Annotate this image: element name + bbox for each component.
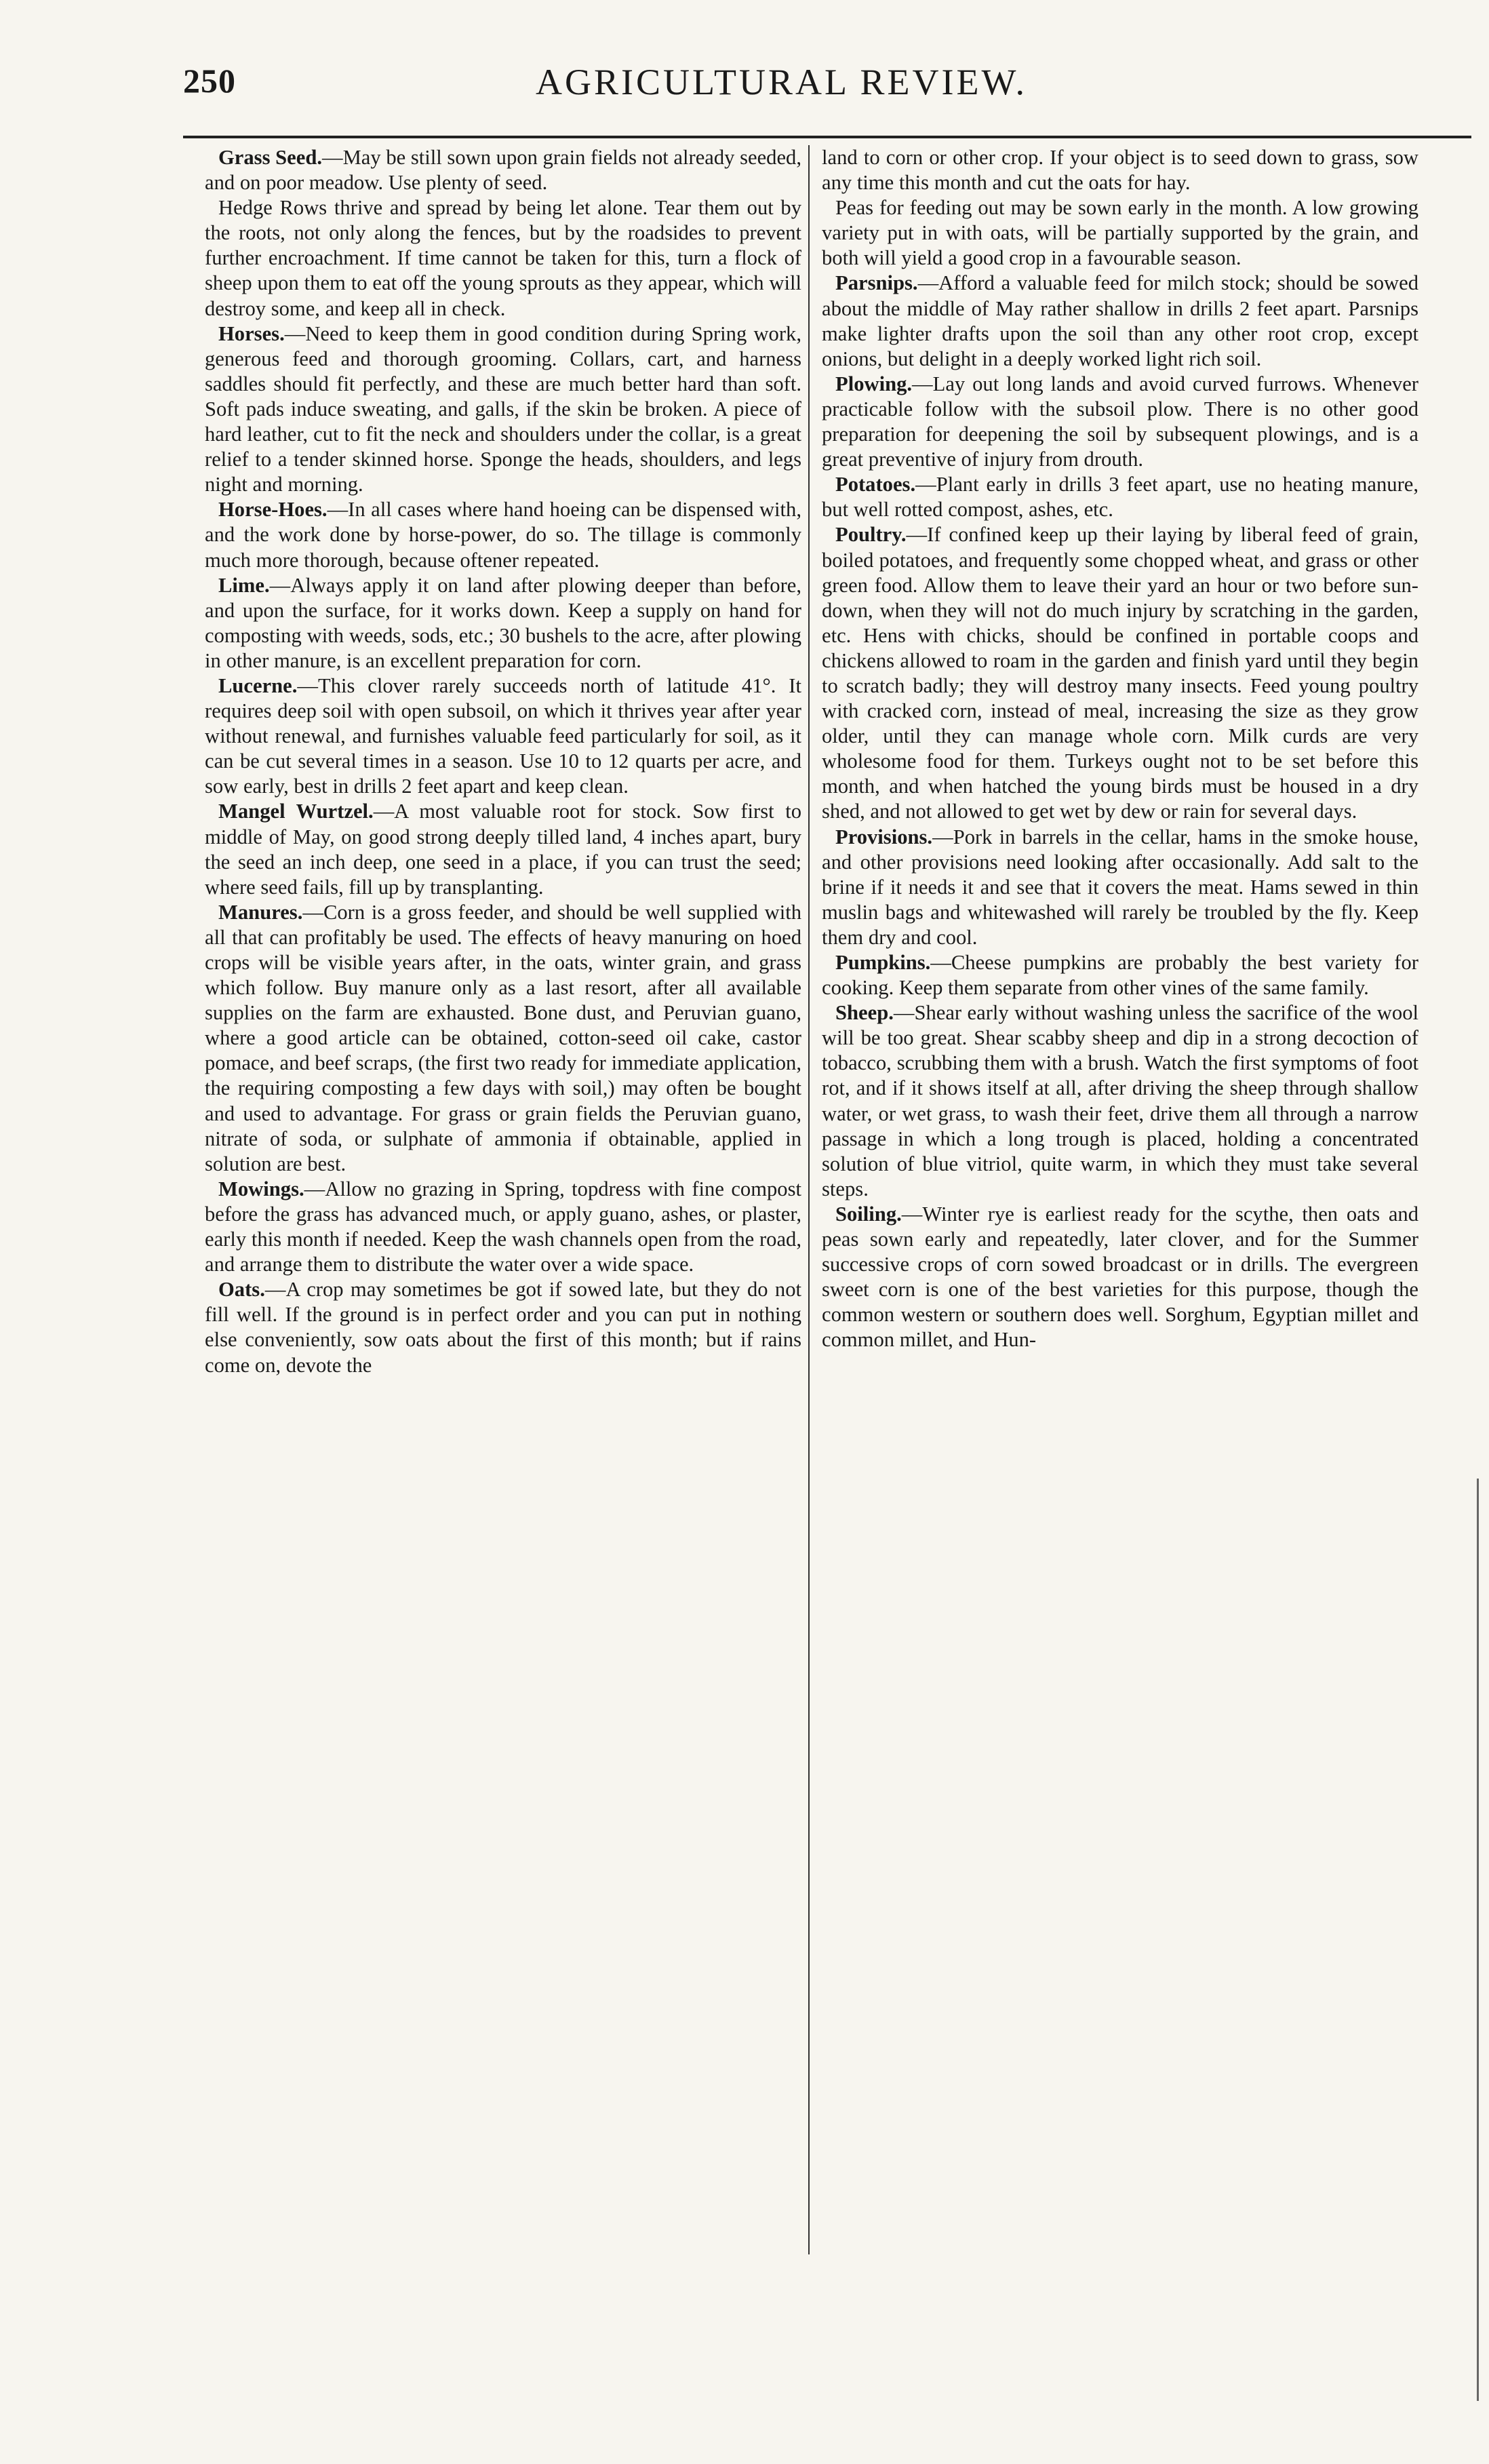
paragraph [822, 472, 1418, 522]
paragraph-body: —Winter rye is earliest ready for the scythe, then oats and peas sown early and repeatedly, later clover, and for the Summer successive crops of corn sowed broadcast or in drills. The evergreen sweet corn is one of the best varieties for this purpose, though the common western or southern does well. Sorghum, Egyptian millet and common millet, and Hun- [822, 1202, 1418, 1352]
page-number: 250 [183, 62, 236, 100]
paragraph-body: —A crop may sometimes be got if sowed late, but they do not fill well. If the ground is in perfect order and you can put in nothing else conveniently, sow oats about the first of this month; but if rains come on, devote the [205, 1278, 801, 1377]
paragraph-body: Peas for feeding out may be sown early in the month. A low growing variety put in with oats, will be partially supported by the grain, and both will yield a good crop in a favourable season. [822, 196, 1418, 270]
paragraph-heading: Manures. [218, 900, 303, 924]
paragraph [205, 1277, 801, 1377]
paragraph-heading: Provisions. [835, 825, 933, 848]
paragraph-heading: Sheep. [835, 1001, 894, 1025]
paragraph-body: —Corn is a gross feeder, and should be well supplied with all that can profitably be used. The effects of heavy manuring on hoed crops will be visible years after, in the oats, winter grain, and grass which follow. Buy manure only as a last resort, after all available supplies on the farm are exhausted. Bone dust, and Peruvian guano, where a good article can be obtained, cotton-seed oil cake, castor pomace, and beef scraps, (the first two ready for immediate application, the requiring composting a few days with soil,) may often be bought and used to advantage. For grass or grain fields the Peruvian guano, nitrate of soda, or sulphate of ammonia if obtainable, applied in solution are best. [205, 900, 801, 1175]
paragraph-body: —Afford a valuable feed for milch stock; should be sowed about the middle of May rather shallow in drills 2 feet apart. Parsnips make lighter drafts upon the soil than any other root crop, except onions, but delight in a deeply worked light rich soil. [822, 271, 1418, 370]
paragraph-body: land to corn or other crop. If your object is to seed down to grass, sow any time this month and cut the oats for hay. [822, 146, 1418, 195]
paragraph-body: —May be still sown upon grain fields not already seeded, and on poor meadow. Use plenty of seed. [205, 146, 801, 195]
paragraph [822, 195, 1418, 271]
paragraph-body: Hedge Rows thrive and spread by being let alone. Tear them out by the roots, not only along the fences, but by the roadsides to prevent further encroachment. If time cannot be taken for this, turn a flock of sheep upon them to eat off the young sprouts as they appear, which will destroy some, and keep all in check. [205, 196, 801, 320]
paragraph [822, 372, 1418, 472]
paragraph-heading: Horse-Hoes. [218, 498, 327, 522]
paragraph-body: —Shear early without washing unless the sacrifice of the wool will be too great. Shear scabby sheep and dip in a strong decoction of tobacco, scrubbing them with a brush. Watch the first symptoms of foot rot, and if it shows itself at all, after driving the sheep through shallow water, or wet grass, to wash their feet, drive them all through a narrow passage in which a long trough is placed, holding a concentrated solution of blue vitriol, quite warm, in which they must take several steps. [822, 1001, 1418, 1200]
paragraph-heading: Horses. [218, 321, 285, 345]
paragraph [205, 145, 801, 195]
paragraph-body: —Always apply it on land after plowing deeper than before, and upon the surface, for it works down. Keep a supply on hand for composting with weeds, sods, etc.; 30 bushels to the acre, after plowing in other manure, is an excellent preparation for corn. [205, 573, 801, 672]
paragraph-body: —Plant early in drills 3 feet apart, use no heating manure, but well rotted compost, ashes, etc. [822, 473, 1418, 522]
paragraph [205, 195, 801, 321]
margin-mark [1477, 1479, 1479, 2401]
paragraph-heading: Lime. [218, 573, 270, 597]
paragraph [822, 1000, 1418, 1202]
paragraph-body: —Cheese pumpkins are probably the best variety for cooking. Keep them separate from other vines of the same family. [822, 951, 1418, 1000]
paragraph [205, 673, 801, 799]
paragraph-heading: Mangel Wurtzel. [218, 800, 374, 823]
paragraph [205, 900, 801, 1177]
paragraph [205, 321, 801, 498]
paragraph [822, 271, 1418, 371]
paragraph-heading: Parsnips. [835, 271, 918, 295]
left-column [205, 145, 801, 1378]
page-header [183, 61, 1465, 115]
paragraph-heading: Pumpkins. [835, 951, 931, 974]
paragraph [822, 825, 1418, 950]
paragraph [822, 1202, 1418, 1353]
paragraph-body: —In all cases where hand hoeing can be dispensed with, and the work done by horse-power, do so. The tillage is commonly much more thorough, because oftener repeated. [205, 498, 801, 572]
paragraph-body: —This clover rarely succeeds north of latitude 41°. It requires deep soil with open subsoil, on which it thrives year after year without renewal, and furnishes valuable feed particularly for soil, as it can be cut several times in a season. Use 10 to 12 quarts per acre, and sow early, best in drills 2 feet apart and keep clean. [205, 673, 801, 798]
paragraph-body: —Allow no grazing in Spring, topdress with fine compost before the grass has advanced much, or apply guano, ashes, or plaster, early this month if needed. Keep the wash channels open from the road, and arrange them to distribute the water over a wide space. [205, 1177, 801, 1276]
running-title: AGRICULTURAL REVIEW. [536, 62, 1027, 102]
paragraph-heading: Potatoes. [835, 473, 916, 496]
paragraph [822, 145, 1418, 195]
paragraph-body: —Lay out long lands and avoid curved furrows. Whenever practicable follow with the subsoil plow. There is no other good preparation for deepening the soil by subsequent plowings, and is a great preventive of injury from drouth. [822, 372, 1418, 471]
header-rule [183, 136, 1471, 138]
paragraph-body: —Need to keep them in good condition during Spring work, generous feed and thorough grooming. Collars, cart, and harness saddles should fit perfectly, and these are much better hard than soft. Soft pads induce sweating, and galls, if the skin be broken. A piece of hard leather, cut to fit the neck and shoulders under the collar, is a great relief to a tender skinned horse. Sponge the heads, shoulders, and legs night and morning. [205, 321, 801, 496]
paragraph [822, 950, 1418, 1000]
paragraph [205, 573, 801, 673]
paragraph-heading: Grass Seed. [218, 146, 322, 169]
paragraph-heading: Soiling. [835, 1202, 902, 1226]
paragraph [205, 1177, 801, 1277]
column-divider [808, 145, 810, 2254]
paragraph-heading: Lucerne. [218, 673, 298, 697]
paragraph [205, 799, 801, 899]
right-column [822, 145, 1418, 1353]
paragraph-body: —Pork in barrels in the cellar, hams in the smoke house, and other provisions need looking after occasionally. Add salt to the brine if it needs it and see that it covers the meat. Hams sewed in thin muslin bags and whitewashed will rarely be troubled by the fly. Keep them dry and cool. [822, 825, 1418, 949]
paragraph-body: —A most valuable root for stock. Sow first to middle of May, on good strong deeply tilled land, 4 inches apart, bury the seed an inch deep, one seed in a place, if you can trust the seed; where seed fails, fill up by transplanting. [205, 800, 801, 899]
paragraph-body: —If confined keep up their laying by liberal feed of grain, boiled potatoes, and frequently some chopped wheat, and grass or other green food. Allow them to leave their yard an hour or two before sun-down, when they will not do much injury by scratching in the garden, etc. Hens with chicks, should be confined in portable coops and chickens allowed to roam in the garden and finish yard until they begin to scratch badly; they will destroy many insects. Feed young poultry with cracked corn, instead of meal, increasing the size as they grow older, until they can manage whole corn. Milk curds are very wholesome food for them. Turkeys ought not to be set before this month, and when hatched the young birds must be housed in a dry shed, and not allowed to get wet by dew or rain for several days. [822, 523, 1418, 823]
paragraph [205, 497, 801, 572]
paragraph-heading: Plowing. [835, 372, 913, 395]
paragraph-heading: Mowings. [218, 1177, 304, 1200]
paragraph-heading: Poultry. [835, 523, 907, 547]
paragraph-heading: Oats. [218, 1278, 265, 1302]
paragraph [822, 522, 1418, 824]
